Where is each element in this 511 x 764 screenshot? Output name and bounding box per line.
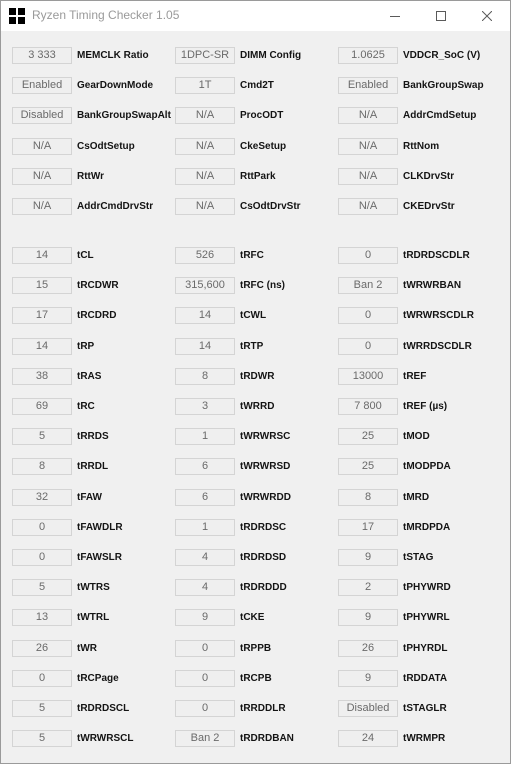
label-twrwrban: tWRWRBAN [403,280,462,291]
label-tstag: tSTAG [403,552,434,563]
label-trp: tRP [77,341,95,352]
label-tfawslr: tFAWSLR [77,552,122,563]
label-tphywrl: tPHYWRL [403,612,450,623]
value-field-twrrd[interactable]: 3 [175,398,235,415]
value-field-trdrddd[interactable]: 4 [175,579,235,596]
value-field-tfawdlr[interactable]: 0 [12,519,72,536]
value-field-twrwrban[interactable]: Ban 2 [338,277,398,294]
label-tcke: tCKE [240,612,265,623]
title-bar[interactable] [1,1,510,31]
label-ckedrvstr: CKEDrvStr [403,201,455,212]
value-field-trcdrd[interactable]: 17 [12,307,72,324]
value-field-trfc-ns[interactable]: 315,600 [175,277,235,294]
label-trtp: tRTP [240,341,264,352]
value-field-trcpb[interactable]: 0 [175,670,235,687]
label-geardownmode: GearDownMode [77,80,154,91]
value-field-twrwrscl[interactable]: 5 [12,730,72,747]
label-trcpb: tRCPB [240,673,272,684]
label-tcl: tCL [77,250,94,261]
label-trdrdscl: tRDRDSCL [77,703,130,714]
value-field-tref[interactable]: 13000 [338,368,398,385]
label-tmrd: tMRD [403,492,430,503]
label-vddcr-soc-v: VDDCR_SoC (V) [403,50,481,61]
label-trrdl: tRRDL [77,461,109,472]
label-tmodpda: tMODPDA [403,461,451,472]
app-icon [9,8,25,24]
label-cmd2t: Cmd2T [240,80,274,91]
label-addrcmddrvstr: AddrCmdDrvStr [77,201,154,212]
value-field-trddata[interactable]: 9 [338,670,398,687]
value-field-trrddlr[interactable]: 0 [175,700,235,717]
label-trdrddd: tRDRDDD [240,582,287,593]
value-field-trcpage[interactable]: 0 [12,670,72,687]
value-field-csodtsetup[interactable]: N/A [12,138,72,155]
label-csodtdrvstr: CsOdtDrvStr [240,201,301,212]
label-tmod: tMOD [403,431,430,442]
value-field-trfc[interactable]: 526 [175,247,235,264]
label-tcwl: tCWL [240,310,267,321]
label-trc: tRC [77,401,95,412]
value-field-tmrdpda[interactable]: 17 [338,519,398,536]
value-field-tcl[interactable]: 14 [12,247,72,264]
label-twrwrscdlr: tWRWRSCDLR [403,310,474,321]
label-trcdwr: tRCDWR [77,280,119,291]
value-field-tmodpda[interactable]: 25 [338,458,398,475]
label-trcpage: tRCPage [77,673,119,684]
label-tphywrd: tPHYWRD [403,582,451,593]
label-trdwr: tRDWR [240,371,275,382]
label-trdrdscdlr: tRDRDSCDLR [403,250,470,261]
label-dimm-config: DIMM Config [240,50,302,61]
value-field-trrds[interactable]: 5 [12,428,72,445]
close-button[interactable] [464,1,510,31]
label-tras: tRAS [77,371,102,382]
value-field-tphywrl[interactable]: 9 [338,609,398,626]
value-field-addrcmddrvstr[interactable]: N/A [12,198,72,215]
value-field-bankgroupswapalt[interactable]: Disabled [12,107,72,124]
label-twrwrdd: tWRWRDD [240,492,291,503]
label-twtrl: tWTRL [77,612,110,623]
minimize-button[interactable] [372,1,418,31]
value-field-trcdwr[interactable]: 15 [12,277,72,294]
label-tfaw: tFAW [77,492,102,503]
value-field-twrwrdd[interactable]: 6 [175,489,235,506]
label-trfc-ns: tRFC (ns) [240,280,285,291]
label-trcdrd: tRCDRD [77,310,117,321]
value-field-tmrd[interactable]: 8 [338,489,398,506]
value-field-twtrl[interactable]: 13 [12,609,72,626]
label-twtrs: tWTRS [77,582,110,593]
label-rttwr: RttWr [77,171,105,182]
value-field-memclk-ratio[interactable]: 3 333 [12,47,72,64]
value-field-procodt[interactable]: N/A [175,107,235,124]
value-field-ckedrvstr[interactable]: N/A [338,198,398,215]
label-twrwrsc: tWRWRSC [240,431,291,442]
minimize-icon [390,11,400,21]
value-field-tfaw[interactable]: 32 [12,489,72,506]
label-procodt: ProcODT [240,110,284,121]
label-trppb: tRPPB [240,643,272,654]
label-csodtsetup: CsOdtSetup [77,141,135,152]
label-twrrd: tWRRD [240,401,275,412]
value-field-twrmpr[interactable]: 24 [338,730,398,747]
value-field-tstag[interactable]: 9 [338,549,398,566]
label-bankgroupswap: BankGroupSwap [403,80,484,91]
value-field-twtrs[interactable]: 5 [12,579,72,596]
label-twr: tWR [77,643,97,654]
maximize-icon [436,11,446,21]
value-field-tphywrd[interactable]: 2 [338,579,398,596]
value-field-addrcmdsetup[interactable]: N/A [338,107,398,124]
value-field-twrwrscdlr[interactable]: 0 [338,307,398,324]
value-field-trdrdsc[interactable]: 1 [175,519,235,536]
value-field-trdrdsd[interactable]: 4 [175,549,235,566]
label-ckesetup: CkeSetup [240,141,287,152]
value-field-dimm-config[interactable]: 1DPC-SR [175,47,235,64]
value-field-rttnom[interactable]: N/A [338,138,398,155]
value-field-trdrdscdlr[interactable]: 0 [338,247,398,264]
maximize-button[interactable] [418,1,464,31]
label-trdrdsc: tRDRDSC [240,522,287,533]
value-field-trdrdscl[interactable]: 5 [12,700,72,717]
value-field-trppb[interactable]: 0 [175,640,235,657]
label-tmrdpda: tMRDPDA [403,522,451,533]
value-field-ckesetup[interactable]: N/A [175,138,235,155]
value-field-csodtdrvstr[interactable]: N/A [175,198,235,215]
value-field-clkdrvstr[interactable]: N/A [338,168,398,185]
label-rttpark: RttPark [240,171,276,182]
close-icon [482,11,492,21]
label-trrds: tRRDS [77,431,109,442]
value-field-tphyrdl[interactable]: 26 [338,640,398,657]
label-trddata: tRDDATA [403,673,448,684]
label-tstaglr: tSTAGLR [403,703,447,714]
value-field-tras[interactable]: 38 [12,368,72,385]
value-field-tref-s[interactable]: 7 800 [338,398,398,415]
label-rttnom: RttNom [403,141,440,152]
value-field-trdrdban[interactable]: Ban 2 [175,730,235,747]
value-field-vddcr-soc-v[interactable]: 1.0625 [338,47,398,64]
value-field-geardownmode[interactable]: Enabled [12,77,72,94]
value-field-cmd2t[interactable]: 1T [175,77,235,94]
value-field-tstaglr[interactable]: Disabled [338,700,398,717]
value-field-trc[interactable]: 69 [12,398,72,415]
label-tfawdlr: tFAWDLR [77,522,123,533]
label-clkdrvstr: CLKDrvStr [403,171,455,182]
label-twrmpr: tWRMPR [403,733,446,744]
value-field-trdwr[interactable]: 8 [175,368,235,385]
label-tref-s: tREF (µs) [403,401,448,412]
value-field-tcwl[interactable]: 14 [175,307,235,324]
value-field-bankgroupswap[interactable]: Enabled [338,77,398,94]
value-field-tfawslr[interactable]: 0 [12,549,72,566]
value-field-twr[interactable]: 26 [12,640,72,657]
label-tref: tREF [403,371,427,382]
label-trdrdsd: tRDRDSD [240,552,287,563]
label-bankgroupswapalt: BankGroupSwapAlt [77,110,171,121]
label-twrwrscl: tWRWRSCL [77,733,134,744]
label-trfc: tRFC [240,250,264,261]
value-field-twrwrsc[interactable]: 1 [175,428,235,445]
value-field-tcke[interactable]: 9 [175,609,235,626]
value-field-trtp[interactable]: 14 [175,338,235,355]
value-field-rttpark[interactable]: N/A [175,168,235,185]
label-addrcmdsetup: AddrCmdSetup [403,110,477,121]
label-trrddlr: tRRDDLR [240,703,286,714]
value-field-trrdl[interactable]: 8 [12,458,72,475]
label-twrwrsd: tWRWRSD [240,461,291,472]
label-trdrdban: tRDRDBAN [240,733,294,744]
value-field-trp[interactable]: 14 [12,338,72,355]
label-tphyrdl: tPHYRDL [403,643,448,654]
value-field-rttwr[interactable]: N/A [12,168,72,185]
value-field-twrrdscdlr[interactable]: 0 [338,338,398,355]
window-title: Ryzen Timing Checker 1.05 [32,8,180,22]
value-field-tmod[interactable]: 25 [338,428,398,445]
label-memclk-ratio: MEMCLK Ratio [77,50,149,61]
label-twrrdscdlr: tWRRDSCDLR [403,341,472,352]
value-field-twrwrsd[interactable]: 6 [175,458,235,475]
